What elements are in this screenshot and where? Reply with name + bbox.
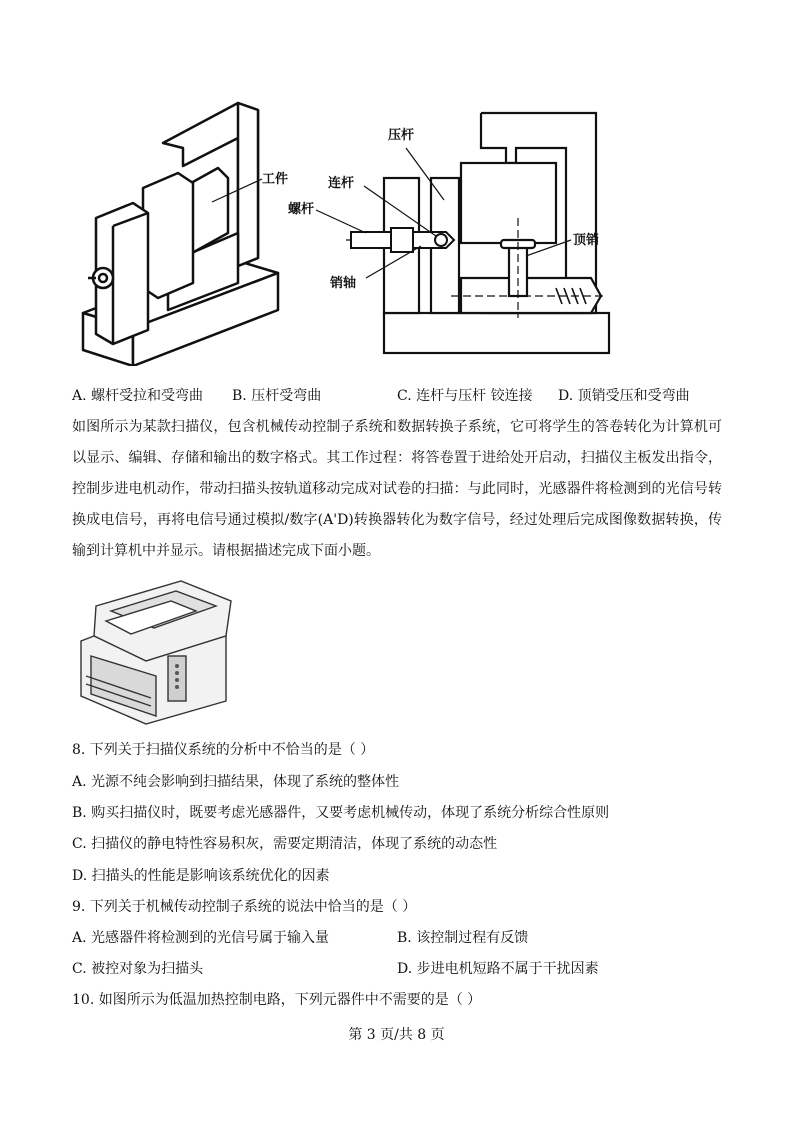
q8-option-c: C. 扫描仪的静电特性容易积灰，需要定期清洁，体现了系统的动态性 xyxy=(72,836,498,852)
label-link-rod: 连杆 xyxy=(328,176,355,191)
page-footer: 第 3 页/共 8 页 xyxy=(348,1027,445,1043)
label-workpiece: 工件 xyxy=(262,172,289,187)
scanner-image xyxy=(76,576,236,726)
q8-option-d: D. 扫描头的性能是影响该系统优化的因素 xyxy=(72,868,330,884)
label-screw-rod: 螺杆 xyxy=(288,202,315,217)
q9-option-b: B. 该控制过程有反馈 xyxy=(397,930,529,946)
label-pin-shaft: 销轴 xyxy=(330,276,357,291)
q8-option-a: A. 光源不纯会影响到扫描结果，体现了系统的整体性 xyxy=(72,774,400,790)
q9-option-a: A. 光感器件将检测到的光信号属于输入量 xyxy=(72,930,330,946)
q8-option-b: B. 购买扫描仪时，既要考虑光感器件，又要考虑机械传动，体现了系统分析综合性原则 xyxy=(72,805,610,821)
q8-stem: 8. 下列关于扫描仪系统的分析中不恰当的是（ ） xyxy=(72,742,375,758)
label-top-pin: 顶销 xyxy=(573,233,600,248)
label-press-rod: 压杆 xyxy=(388,128,415,143)
scanner-intro-paragraph: 如图所示为某款扫描仪，包含机械传动控制子系统和数据转换子系统，它可将学生的答卷转化为计算机可以显示、编辑、存储和输出的数字格式。其工作过程：将答卷置于进给处开启动，扫描仪主板发出指令，控制步进电机动作，带动扫描头按轨道移动完成对试卷的扫描：与此同时，光感器件将检测到的光信号转换成电信号，再将电信号通过模拟/数字(A'D)转换器转化为数字信号，经过处理后完成图像数据转换，传输到计算机中并显示。请根据描述完成下面小题。 xyxy=(72,419,722,559)
vise-figure xyxy=(78,98,303,366)
q9-stem: 9. 下列关于机械传动控制子系统的说法中恰当的是（ ） xyxy=(72,899,417,915)
q7-option-b: B. 压杆受弯曲 xyxy=(232,388,322,404)
q7-option-a: A. 螺杆受拉和受弯曲 xyxy=(72,388,204,404)
q7-option-c: C. 连杆与压杆 铰连接 xyxy=(397,388,533,404)
workpiece-leader xyxy=(210,176,265,206)
q10-stem: 10. 如图所示为低温加热控制电路，下列元器件中不需要的是（ ） xyxy=(72,992,482,1008)
q9-option-c: C. 被控对象为扫描头 xyxy=(72,961,204,977)
q7-option-d: D. 顶销受压和受弯曲 xyxy=(558,388,690,404)
q9-option-d: D. 步进电机短路不属于干扰因素 xyxy=(397,961,599,977)
